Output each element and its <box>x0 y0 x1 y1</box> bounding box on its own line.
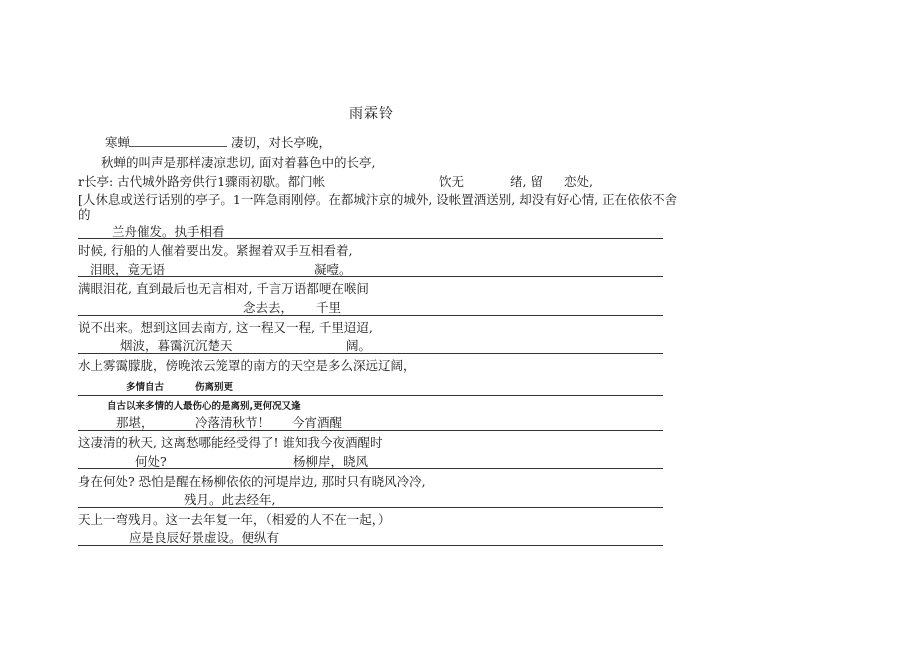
poem-line: 那堪， <box>116 415 154 430</box>
poem-line: 伤离别更 <box>195 382 234 393</box>
poem-line: 饮无 <box>439 174 465 189</box>
rule-line <box>78 395 663 396</box>
rule-line <box>78 468 663 469</box>
poem-line: 杨柳岸，晓风 <box>293 454 369 469</box>
annotation-line: [人休息或送行话别的亭子。1一阵急雨刚停。在都城汴京的城外, 设帐置酒送别, 却没有好心情, 正在依依不舍 <box>78 192 678 207</box>
poem-line: 残月。此去经年, <box>184 492 276 507</box>
poem-line: 应是良辰好景虚设。便纵有 <box>129 530 280 545</box>
rule-line <box>78 315 663 316</box>
translation-line: 水上雾霭朦胧，傍晚浓云笼罩的南方的天空是多么深远辽阔， <box>78 358 416 373</box>
rule-line <box>78 276 663 277</box>
rule-line <box>78 353 663 354</box>
blank-line <box>129 146 227 147</box>
poem-line: 绪, 留 <box>510 174 543 189</box>
poem-line: 千里 <box>316 300 342 315</box>
translation-line: 身在何处? 恐怕是醒在杨柳依依的河堤岸边, 那时只有晓风冷冷, <box>78 474 426 489</box>
poem-line: 凄切，对长亭晚， <box>231 135 332 150</box>
annotation-line: 的 <box>78 207 91 222</box>
rule-line <box>78 507 663 508</box>
poem-line: 何处? <box>135 454 167 469</box>
rule-line <box>78 545 663 546</box>
translation-line: 说不出来。想到这回去南方, 这一程又一程, 千里迢迢, <box>78 320 373 335</box>
rule-line <box>78 238 663 239</box>
translation-line: 时候, 行船的人催着要出发。紧握着双手互相看着, <box>78 243 353 258</box>
translation-line: 这凄清的秋天, 这离愁哪能经受得了! 谁知我今夜酒醒时 <box>78 435 383 450</box>
poem-line: 恋处, <box>564 174 593 189</box>
translation-line: 满眼泪花, 直到最后也无言相对, 千言万语都哽在喉间 <box>78 281 369 296</box>
poem-line: 冷落清秋节！ <box>195 415 271 430</box>
poem-line: 今宵酒醒 <box>292 415 343 430</box>
rule-line <box>78 430 663 431</box>
translation-line: 自古以来多情的人最伤心的是离别,更何况又逢 <box>107 401 301 412</box>
poem-line: 阔。 <box>346 338 372 353</box>
page-title: 雨霖铃 <box>349 106 394 122</box>
poem-line: 兰舟催发。执手相看 <box>112 224 225 239</box>
translation-line: 秋蝉的叫声是那样凄凉悲切, 面对着暮色中的长亭, <box>101 155 376 170</box>
translation-line: 天上一弯残月。这一去年复一年，（相爱的人不在一起，） <box>78 512 391 527</box>
poem-line: 念去去， <box>243 300 294 315</box>
poem-line: 多情自古 <box>126 382 165 393</box>
poem-line: 凝噎。 <box>314 262 352 277</box>
poem-line: 烟波，暮霭沉沉楚天 <box>120 338 233 353</box>
poem-line: 寒蝉 <box>105 135 131 150</box>
poem-line: 泪眼，竟无语 <box>90 262 166 277</box>
annotation-line: r长亭: 古代城外路旁供行1骤雨初歇。都门帐 <box>78 174 326 189</box>
